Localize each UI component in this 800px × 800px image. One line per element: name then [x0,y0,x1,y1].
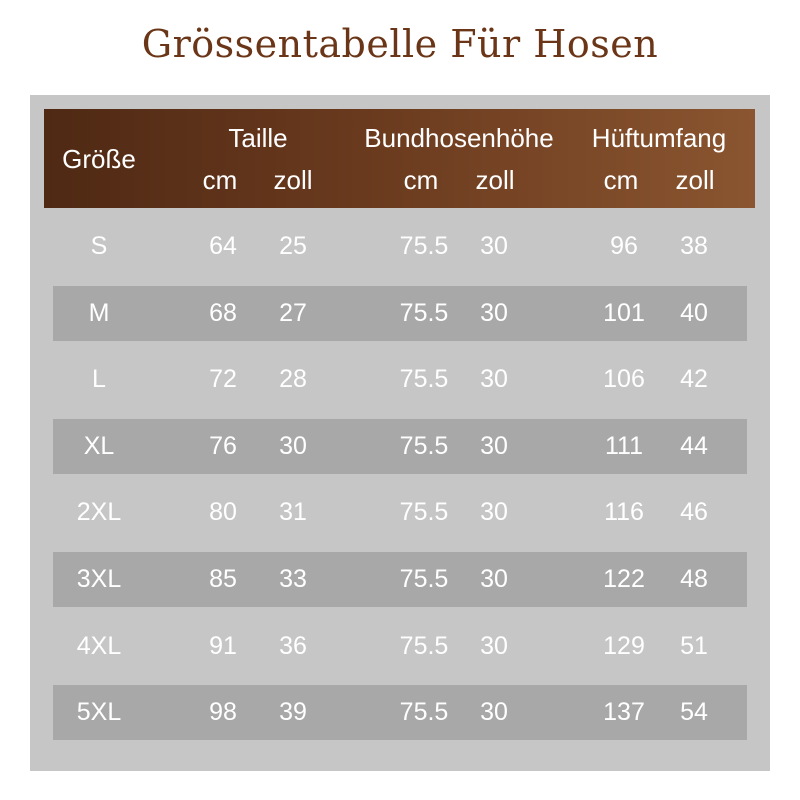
table-row [53,685,747,740]
cell-rise-cm: 75.5 [399,565,449,593]
cell-rise-zoll: 30 [480,299,508,327]
cell-hip-cm: 96 [610,232,638,260]
header-unit-waist-zoll: zoll [273,165,313,195]
cell-rise-zoll: 30 [480,365,508,393]
cell-rise-cm: 75.5 [399,498,449,526]
cell-rise-cm: 75.5 [399,232,449,260]
cell-waist-cm: 85 [209,565,237,593]
cell-rise-zoll: 30 [480,698,508,726]
cell-rise-zoll: 30 [480,632,508,660]
table-header [44,109,755,208]
cell-rise-cm: 75.5 [399,365,449,393]
cell-hip-cm: 111 [604,432,644,460]
cell-size: 3XL [76,565,122,593]
cell-size: XL [83,432,115,460]
header-group-waist: Taille [228,123,288,153]
cell-size: 4XL [76,632,122,660]
cell-waist-cm: 68 [209,299,237,327]
cell-rise-cm: 75.5 [399,632,449,660]
cell-hip-zoll: 44 [680,432,708,460]
cell-waist-cm: 64 [209,232,237,260]
header-unit-hip-zoll: zoll [675,165,715,195]
cell-size: S [90,232,108,260]
cell-waist-zoll: 30 [279,432,307,460]
cell-hip-zoll: 46 [680,498,708,526]
cell-size: 2XL [76,498,122,526]
cell-waist-zoll: 31 [279,498,307,526]
cell-hip-zoll: 54 [680,698,708,726]
table-row [53,552,747,607]
cell-hip-zoll: 48 [680,565,708,593]
table-row [53,619,747,674]
cell-rise-zoll: 30 [480,232,508,260]
table-row [53,419,747,474]
header-size: Größe [62,144,136,174]
cell-waist-cm: 80 [209,498,237,526]
cell-size: M [88,299,110,327]
header-unit-waist-cm: cm [202,165,238,195]
header-group-rise: Bundhosenhöhe [364,123,554,153]
header-unit-rise-cm: cm [403,165,439,195]
cell-hip-cm: 122 [603,565,645,593]
header-unit-hip-cm: cm [603,165,639,195]
cell-waist-cm: 91 [209,632,237,660]
cell-rise-zoll: 30 [480,565,508,593]
header-unit-rise-zoll: zoll [475,165,515,195]
cell-waist-zoll: 39 [279,698,307,726]
cell-rise-cm: 75.5 [399,698,449,726]
table-row [53,219,747,274]
cell-hip-cm: 129 [603,632,645,660]
cell-waist-cm: 72 [209,365,237,393]
cell-waist-zoll: 25 [279,232,307,260]
cell-hip-zoll: 40 [680,299,708,327]
cell-rise-zoll: 30 [480,498,508,526]
cell-waist-cm: 76 [209,432,237,460]
cell-rise-cm: 75.5 [399,299,449,327]
page-title: Grössentabelle Für Hosen [141,22,659,66]
cell-rise-zoll: 30 [480,432,508,460]
cell-waist-zoll: 33 [279,565,307,593]
cell-hip-cm: 116 [604,498,644,526]
cell-waist-cm: 98 [209,698,237,726]
cell-size: 5XL [76,698,122,726]
cell-rise-cm: 75.5 [399,432,449,460]
cell-hip-cm: 106 [603,365,645,393]
cell-waist-zoll: 36 [279,632,307,660]
cell-hip-zoll: 51 [680,632,708,660]
cell-size: L [92,365,106,393]
table-row [53,352,747,407]
cell-waist-zoll: 27 [279,299,307,327]
table-row [53,286,747,341]
cell-hip-zoll: 38 [680,232,708,260]
cell-hip-cm: 101 [603,299,645,327]
cell-hip-zoll: 42 [680,365,708,393]
header-group-hip: Hüftumfang [591,123,727,153]
cell-hip-cm: 137 [603,698,645,726]
table-row [53,485,747,540]
cell-waist-zoll: 28 [279,365,307,393]
